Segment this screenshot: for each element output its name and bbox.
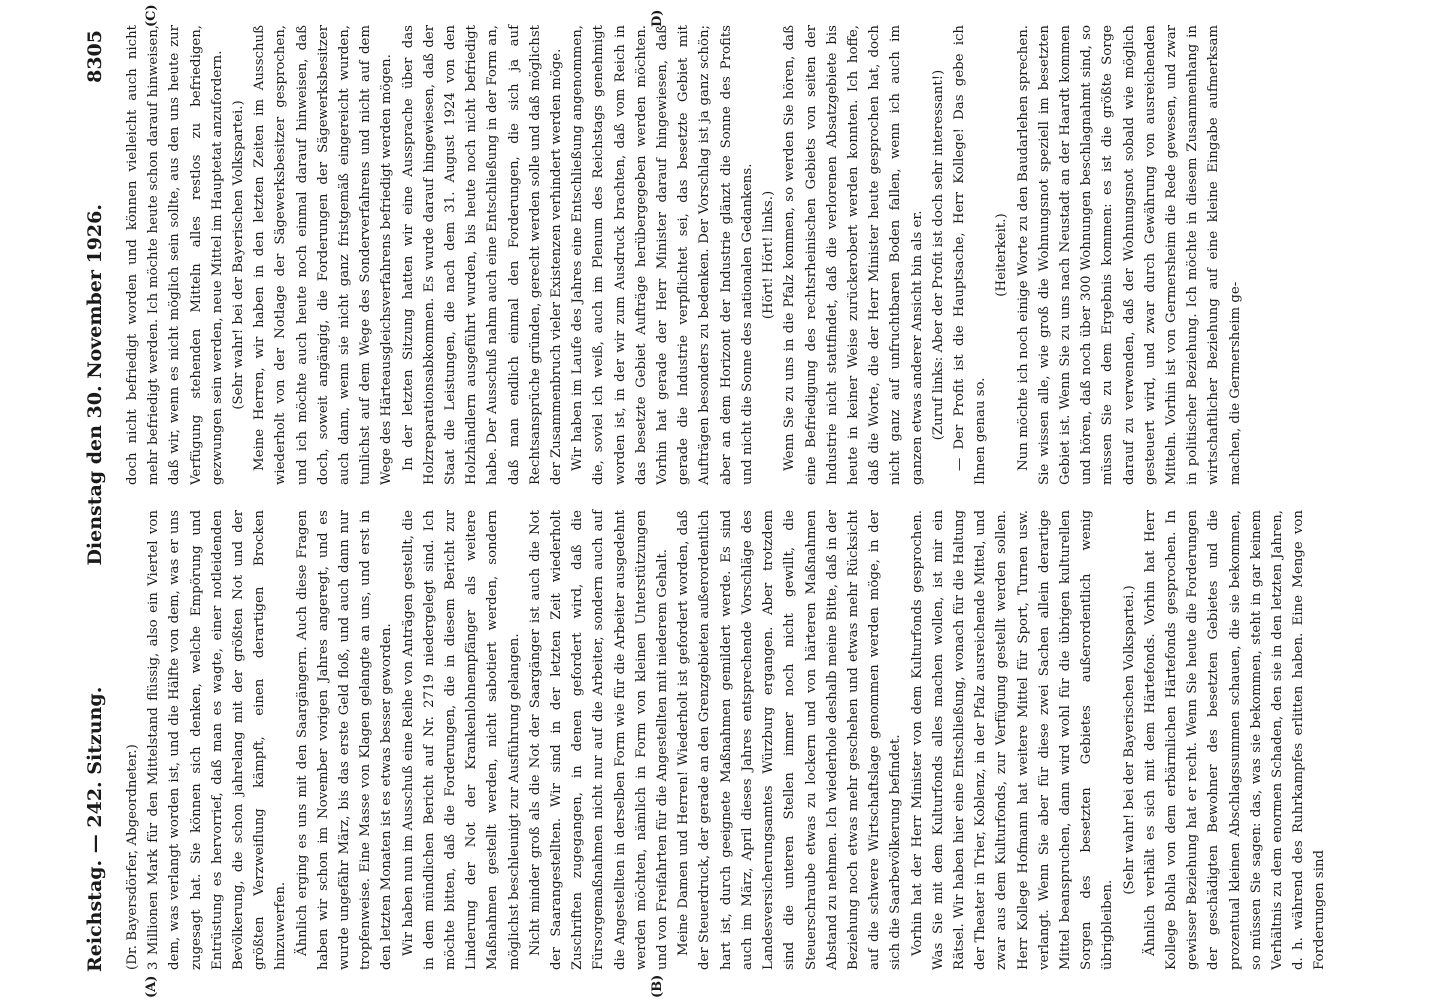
paragraph: Meine Herren, wir haben in den letzten Zeiten im Ausschuß wiederholt von der Notlage der Sägewerksbesitzer gesprochen, und ich möchte auch heute noch einmal darauf hinweisen, daß doch, soweit angängig, die Forderungen der Sägewerksbesitzer auch dann, wenn sie nicht ganz fristgemäß eingereicht wurden, tunlichst auf dem Wege des Sonderverfahrens und nicht auf dem Wege des Härteausgleichsverfahrens befriedigt werden mögen. [252, 25, 395, 485]
header-left: Reichstag. — 242. Sitzung. [84, 686, 106, 972]
paragraph: — Der Profit ist die Hauptsache, Herr Kollege! Das gebe ich Ihnen genau so. [951, 25, 989, 485]
paragraph: 3 Millionen Mark für den Mittelstand flüssig, also ein Viertel von dem, was verlangt worden ist, und die Hälfte von dem, was er uns zugesagt hat. Sie können sich denken, welche Empörung und Entrüstung es hervorrief, daß man es wagte, einer notleidenden Bevölkerung, die schon jahrelang mit der größten Not und der größten Verzweiflung kämpft, einen derartigen Brocken hinzuwerfen. [146, 510, 289, 970]
paragraph: Ähnlich verhält es sich mit dem Härtefonds. Vorhin hat Herr Kollege Bohla von dem erbärmlichen Härtefonds gesprochen. In gewisser Beziehung hat er recht. Wenn Sie heute die Forderungen der geschädigten Bewohner des besetzten Gebietes und die prozentual kleinen Abschlagssummen schauen, die sie bekommen, so müssen Sie sagen: das, was sie bekommen, steht in gar keinem Verhältnis zu dem enormen Schaden, den sie in den letzten Jahren, d. h. während des Ruhrkampfes erlitten haben. Eine Menge von Forderungen sind [1142, 510, 1328, 970]
interjection: (Sehr wahr! bei der Bayerischen Volkspartei.) [1121, 585, 1137, 895]
interjection: (Zuruf links: Aber der Profit ist doch sehr interessant!) [930, 69, 946, 441]
page-header [78, 30, 112, 972]
interjection: (Sehr wahr! bei der Bayerischen Volkspartei.) [231, 100, 247, 410]
header-date: Dienstag den 30. November 1926. [84, 204, 106, 566]
paragraph: Nun möchte ich noch einige Worte zu den Baudarlehen sprechen. Sie wissen alle, wie groß die Wohnungsnot speziell im besetzten Gebiet ist. Wenn Sie zu uns nach Neustadt an der Haardt kommen und hören, daß noch über 300 Wohnungen beschlagnahmt sind, so müssen Sie zu dem Ergebnis kommen: es ist die größte Sorge darauf zu verwenden, daß der Wohnungsnot sobald wie möglich gesteuert wird, und zwar durch Gewährung von ausreichenden Mitteln. Vorhin ist von Germersheim die Rede gewesen, und zwar in politischer Beziehung. Ich möchte in diesem Zusammenhang in wirtschaftlicher Beziehung auf eine kleine Eingabe aufmerksam machen, die Germersheim ge- [1015, 25, 1243, 485]
interjection: (Heiterkeit.) [994, 213, 1010, 297]
interjection: (Hört! Hört! links.) [761, 190, 777, 320]
left-column [122, 510, 1331, 970]
document-page [60, 0, 1360, 1000]
paragraph: Wir haben im Laufe des Jahres eine Entschließung angenommen, die, soviel ich weiß, auch im Plenum des Reichstags genehmigt worden ist, in der wir zum Ausdruck brachten, daß vom Reich in das besetzte Gebiet Aufträge herübergegeben werden möchten. Vorhin hat gerade der Herr Minister darauf hingewiesen, daß gerade die Industrie verpflichtet sei, das besetzte Gebiet mit Aufträgen besonders zu bedenken. Der Vorschlag ist ja ganz schön; aber an dem Horizont der Industrie glänzt die Sonne des Profits und nicht die Sonne des nationalen Gedankens. [570, 25, 755, 485]
margin-marker-a: (A) [144, 975, 159, 998]
paragraph: Wenn Sie zu uns in die Pfalz kommen, so werden Sie hören, daß eine Befriedigung des rechtsrheinischen Gebiets von seiten der Industrie nicht stattfindet, daß die verlorenen Absatzgebiete bis heute in keiner Weise zurückerobert werden konnten. Ich hoffe, daß die Worte, die der Herr Minister heute gesprochen hat, doch nicht ganz auf unfruchtbaren Boden fallen, wenn ich auch im ganzen etwas anderer Ansicht bin als er. [782, 25, 925, 485]
digitization-credit [1408, 10, 1428, 990]
paragraph: Wir haben nun im Ausschuß eine Reihe von Anträgen gestellt, die in dem mündlichen Bericht auf Nr. 2719 niedergelegt sind. Ich möchte bitten, daß die Forderungen, die in diesem Bericht zur Linderung der Not der Krankenlohnempfänger als weitere Maßnahmen gestellt werden, nicht sabotiert werden, sondern möglichst beschleunigt zur Ausführung gelangen. [400, 510, 522, 970]
paragraph: Ähnlich erging es uns mit den Saargängern. Auch diese Fragen haben wir schon im November vorigen Jahres angeregt, und es wurde ungefähr März, bis das erste Geld floß, und auch dann nur tropfenweise. Eine Masse von Klagen gelangte an uns, und erst in den letzten Monaten ist es etwas besser geworden. [294, 510, 395, 970]
paragraph: Vorhin hat der Herr Minister von dem Kulturfonds gesprochen. Was Sie mit dem Kulturfonds alles machen wollen, ist mir ein Rätsel. Wir haben hier eine Entschließung, wonach für die Haltung der Theater in Trier, Koblenz, in der Pfalz ausreichende Mittel, und zwar aus dem Kulturfonds, zur Verfügung gestellt werden sollen. Herr Kollege Hofmann hat weitere Mittel für Sport, Turnen usw. verlangt. Wenn Sie aber für diese zwei Sachen allein derartige Mittel beanspruchen, dann wird wohl für die übrigen kulturellen Sorgen des besetzten Gebietes außerordentlich wenig übrigbleiben. [909, 510, 1116, 970]
paragraph: In der letzten Sitzung hatten wir eine Aussprache über das Holzreparationsabkommen. Es wurde darauf hingewiesen, daß der Staat die Leistungen, die nach dem 31. August 1924 von den Holzhändlern ausgeführt wurden, bis heute noch nicht befriedigt habe. Der Ausschuß nahm auch eine Entschließung in der Form an, daß man endlich einmal den Forderungen, die sich ja auf Rechtsansprüche gründen, gerecht werden solle und daß möglichst der Zusammenbruch vieler Existenzen verhindert werden möge. [400, 25, 565, 485]
page-number: 8305 [84, 30, 106, 83]
paragraph: doch nicht befriedigt worden und können vielleicht auch nicht mehr befriedigt werden. Ich möchte heute schon darauf hinweisen, daß wir, wenn es nicht möglich sein sollte, aus den uns heute zur Verfügung stehenden Mitteln alles restlos zu befriedigen, gezwungen sein werden, neue Mittel im Hauptetat anzufordern. [125, 25, 225, 485]
margin-marker-b: (B) [650, 974, 665, 998]
margin-marker-c: (C) [144, 4, 159, 27]
margin-marker-d: D) [650, 9, 665, 27]
paragraph: Meine Damen und Herren! Wiederholt ist gefordert worden, daß der Steuerdruck, der gerade an den Grenzgebieten außerordentlich hart ist, durch geeignete Maßnahmen gemildert werde. Es sind auch im März, April dieses Jahres entsprechende Vorschläge des Landesversicherungsamtes Würzburg ergangen. Aber trotzdem sind die unteren Stellen immer noch nicht gewillt, die Steuerschraube etwas zu lockern und von härteren Maßnahmen Abstand zu nehmen. Ich wiederhole deshalb meine Bitte, daß in der Beziehung noch etwas mehr geschehen und etwas mehr Rücksicht auf die schwere Wirtschaftslage genommen werden möge, in der sich die Saarbevölkerung befindet. [676, 510, 904, 970]
paragraph: Nicht minder groß als die Not der Saargänger ist auch die Not der Saarangestellten. Wir sind in der letzten Zeit wiederholt Zuschriften zugegangen, in denen gefordert wird, daß die Fürsorgemaßnahmen nicht nur auf die Arbeiter, sondern auch auf die Angestellten in derselben Form wie für die Arbeiter ausgedehnt werden möchten, nämlich in Form von kleinen Unterstützungen und von Freifahrten für die Angestellten mit niederem Gehalt. [527, 510, 671, 970]
speaker-line: (Dr. Bayersdörfer, Abgeordneter.) [125, 744, 140, 970]
right-column [122, 25, 1246, 485]
